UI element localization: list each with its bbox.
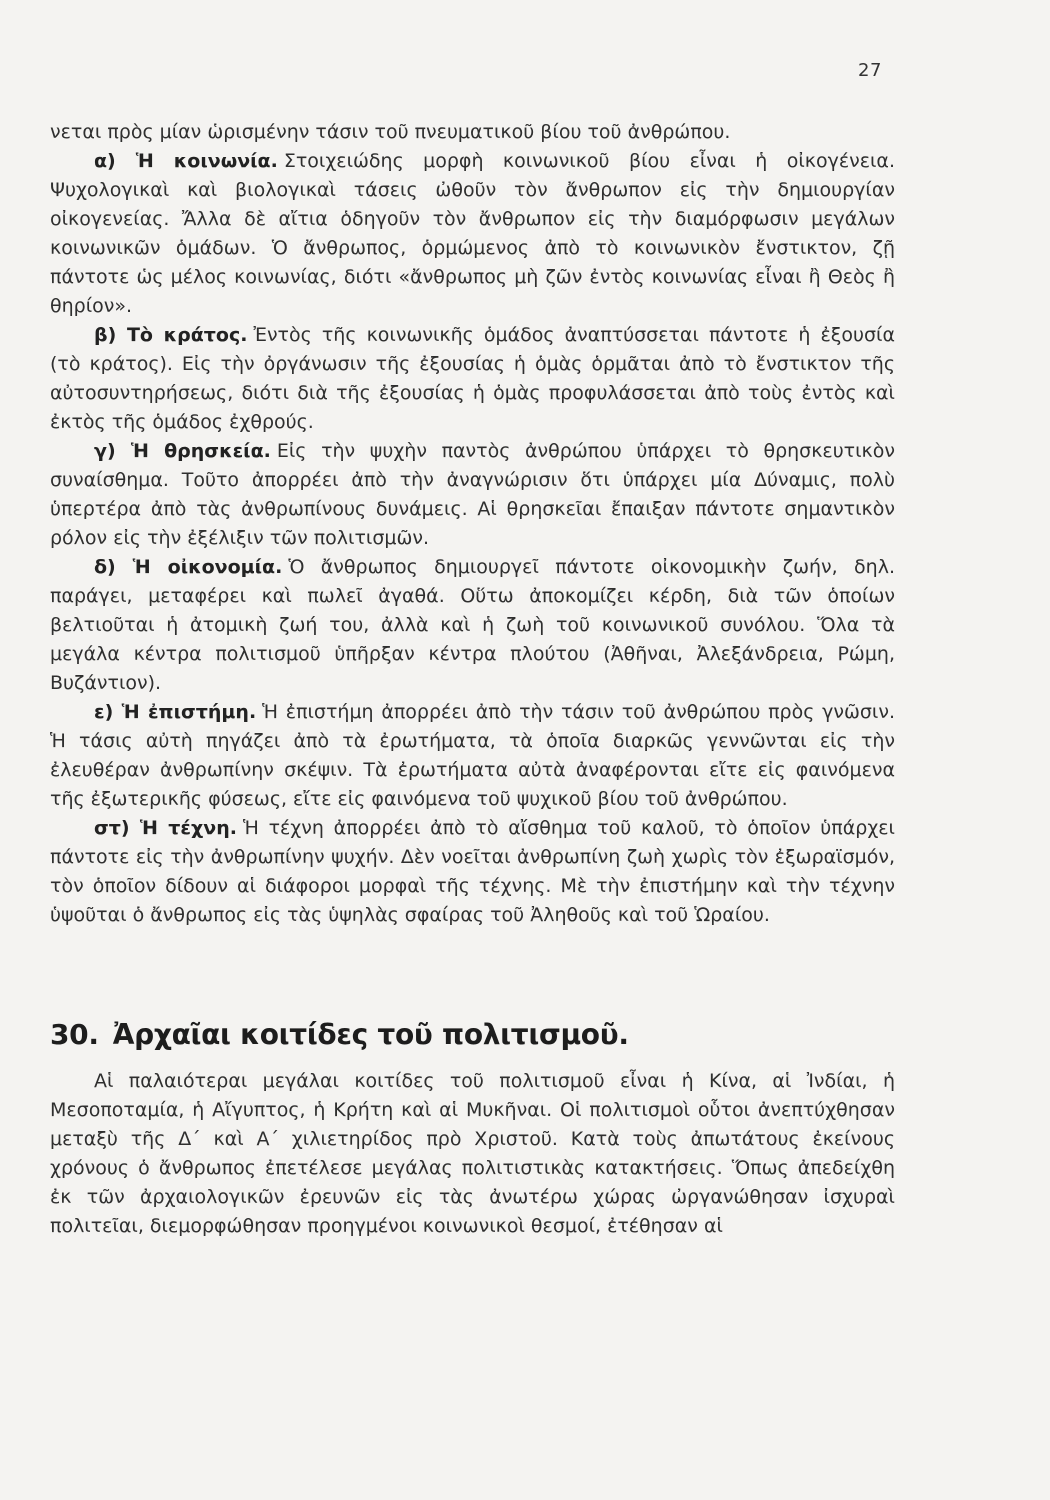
item-text: Στοιχειώδης μορφὴ κοινωνικοῦ βίου εἶναι ἡ οἰκογένεια. Ψυχολογικαὶ καὶ βιολογικαὶ τάσεις ὠθοῦν τὸν ἄνθρωπον εἰς τὴν δημιουργίαν οἰκογενείας. Ἄλλα δὲ αἴτια ὁδηγοῦν τὸν ἄνθρωπον εἰς τὴν διαμόρφωσιν μεγάλων κοινωνικῶν ὁμάδων. Ὁ ἄνθρωπος, ὁρμώμενος ἀπὸ τὸ κοινωνικὸν ἔνστικτον, ζῇ πάντοτε ὡς μέλος κοινωνίας, διότι «ἄνθρωπος μὴ ζῶν ἐντὸς κοινωνίας εἶναι ἢ Θεὸς ἢ θηρίον». [50, 150, 895, 317]
item-text: Ἡ ἐπιστήμη ἀπορρέει ἀπὸ τὴν τάσιν τοῦ ἀνθρώπου πρὸς γνῶσιν. Ἡ τάσις αὐτὴ πηγάζει ἀπὸ τὰ ἐρωτήματα, τὰ ὁποῖα διαρκῶς γεννῶνται εἰς τὴν ἐλευθέραν ἀνθρωπίνην σκέψιν. Τὰ ἐρωτήματα αὐτὰ ἀναφέρονται εἴτε εἰς φαινόμενα τῆς ἐξωτερικῆς φύσεως, εἴτε εἰς φαινόμενα τοῦ ψυχικοῦ βίου τοῦ ἀνθρώπου. [50, 701, 895, 810]
section-body: Αἱ παλαιότεραι μεγάλαι κοιτίδες τοῦ πολιτισμοῦ εἶναι ἡ Κίνα, αἱ Ἰνδίαι, ἡ Μεσοποταμία, ἡ Αἴγυπτος, ἡ Κρήτη καὶ αἱ Μυκῆναι. Οἱ πολιτισμοὶ οὗτοι ἀνεπτύχθησαν μεταξὺ τῆς Δ΄ καὶ Α΄ χιλιετηρίδος πρὸ Χριστοῦ. Κατὰ τοὺς ἀπωτάτους ἐκείνους χρόνους ὁ ἄνθρωπος ἐπετέλεσε μεγάλας πολιτιστικὰς κατακτήσεις. Ὅπως ἀπεδείχθη ἐκ τῶν ἀρχαιολογικῶν ἐρευνῶν εἰς τὰς ἀνωτέρω χώρας ὠργανώθησαν ἰσχυραὶ πολιτεῖαι, διεμορφώθησαν προηγμένοι κοινωνικοὶ θεσμοί, ἐτέθησαν αἱ [50, 1070, 895, 1237]
item-economy [50, 553, 895, 698]
item-art [50, 814, 895, 930]
item-text: Εἰς τὴν ψυχὴν παντὸς ἀνθρώπου ὑπάρχει τὸ θρησκευτικὸν συναίσθημα. Τοῦτο ἀπορρέει ἀπὸ τὴν ἀναγνώρισιν ὅτι ὑπάρχει μία Δύναμις, πολὺ ὑπερτέρα ἀπὸ τὰς ἀνθρωπίνους δυνάμεις. Αἱ θρησκεῖαι ἔπαιξαν πάντοτε σημαντικὸν ρόλον εἰς τὴν ἐξέλιξιν τῶν πολιτισμῶν. [50, 440, 895, 549]
page-number: 27 [858, 60, 882, 81]
item-heading: δ) Ἡ οἰκονομία. [94, 556, 283, 578]
item-religion [50, 437, 895, 553]
item-science [50, 698, 895, 814]
item-heading: α) Ἡ κοινωνία. [94, 150, 278, 172]
page-content [50, 118, 895, 1241]
item-text: Ἡ τέχνη ἀπορρέει ἀπὸ τὸ αἴσθημα τοῦ καλοῦ, τὸ ὁποῖον ὑπάρχει πάντοτε εἰς τὴν ἀνθρωπίνην ψυχήν. Δὲν νοεῖται ἀνθρωπίνη ζωὴ χωρὶς τὸν ἐξωραϊσμόν, τὸν ὁποῖον δίδουν αἱ διάφοροι μορφαὶ τῆς τέχνης. Μὲ τὴν ἐπιστήμην καὶ τὴν τέχνην ὑψοῦται ὁ ἄνθρωπος εἰς τὰς ὑψηλὰς σφαίρας τοῦ Ἀληθοῦς καὶ τοῦ Ὡραίου. [50, 817, 895, 926]
intro-line: νεται πρὸς μίαν ὡρισμένην τάσιν τοῦ πνευματικοῦ βίου τοῦ ἀνθρώπου. [50, 121, 731, 143]
item-heading: ε) Ἡ ἐπιστήμη. [94, 701, 257, 723]
item-text: Ὁ ἄνθρωπος δημιουργεῖ πάντοτε οἰκονομικὴν ζωήν, δηλ. παράγει, μεταφέρει καὶ πωλεῖ ἀγαθά. Οὕτω ἀποκομίζει κέρδη, διὰ τῶν ὁποίων βελτιοῦται ἡ ἀτομικὴ ζωή του, ἀλλὰ καὶ ἡ ζωὴ τοῦ κοινωνικοῦ συνόλου. Ὅλα τὰ μεγάλα κέντρα πολιτισμοῦ ὑπῆρξαν κέντρα πλούτου (Ἀθῆναι, Ἀλεξάνδρεια, Ρώμη, Βυζάντιον). [50, 556, 895, 694]
item-society [50, 147, 895, 321]
section-title: Ἀρχαῖαι κοιτίδες τοῦ πολιτισμοῦ. [112, 1018, 629, 1051]
item-heading: στ) Ἡ τέχνη. [94, 817, 237, 839]
item-text: Ἐντὸς τῆς κοινωνικῆς ὁμάδος ἀναπτύσσεται πάντοτε ἡ ἐξουσία (τὸ κράτος). Εἰς τὴν ὀργάνωσιν τῆς ἐξουσίας ἡ ὁμὰς ὁρμᾶται ἀπὸ τὸ ἔνστικτον τῆς αὐτοσυντηρήσεως, διότι διὰ τῆς ἐξουσίας ἡ ὁμὰς προφυλάσσεται ἀπὸ τοὺς ἐντὸς καὶ ἐκτὸς τῆς ὁμάδος ἐχθρούς. [50, 324, 895, 433]
item-heading: γ) Ἡ θρησκεία. [94, 440, 271, 462]
section-heading [50, 1018, 895, 1051]
item-heading: β) Τὸ κράτος. [94, 324, 248, 346]
item-state [50, 321, 895, 437]
section-number: 30. [50, 1018, 99, 1051]
